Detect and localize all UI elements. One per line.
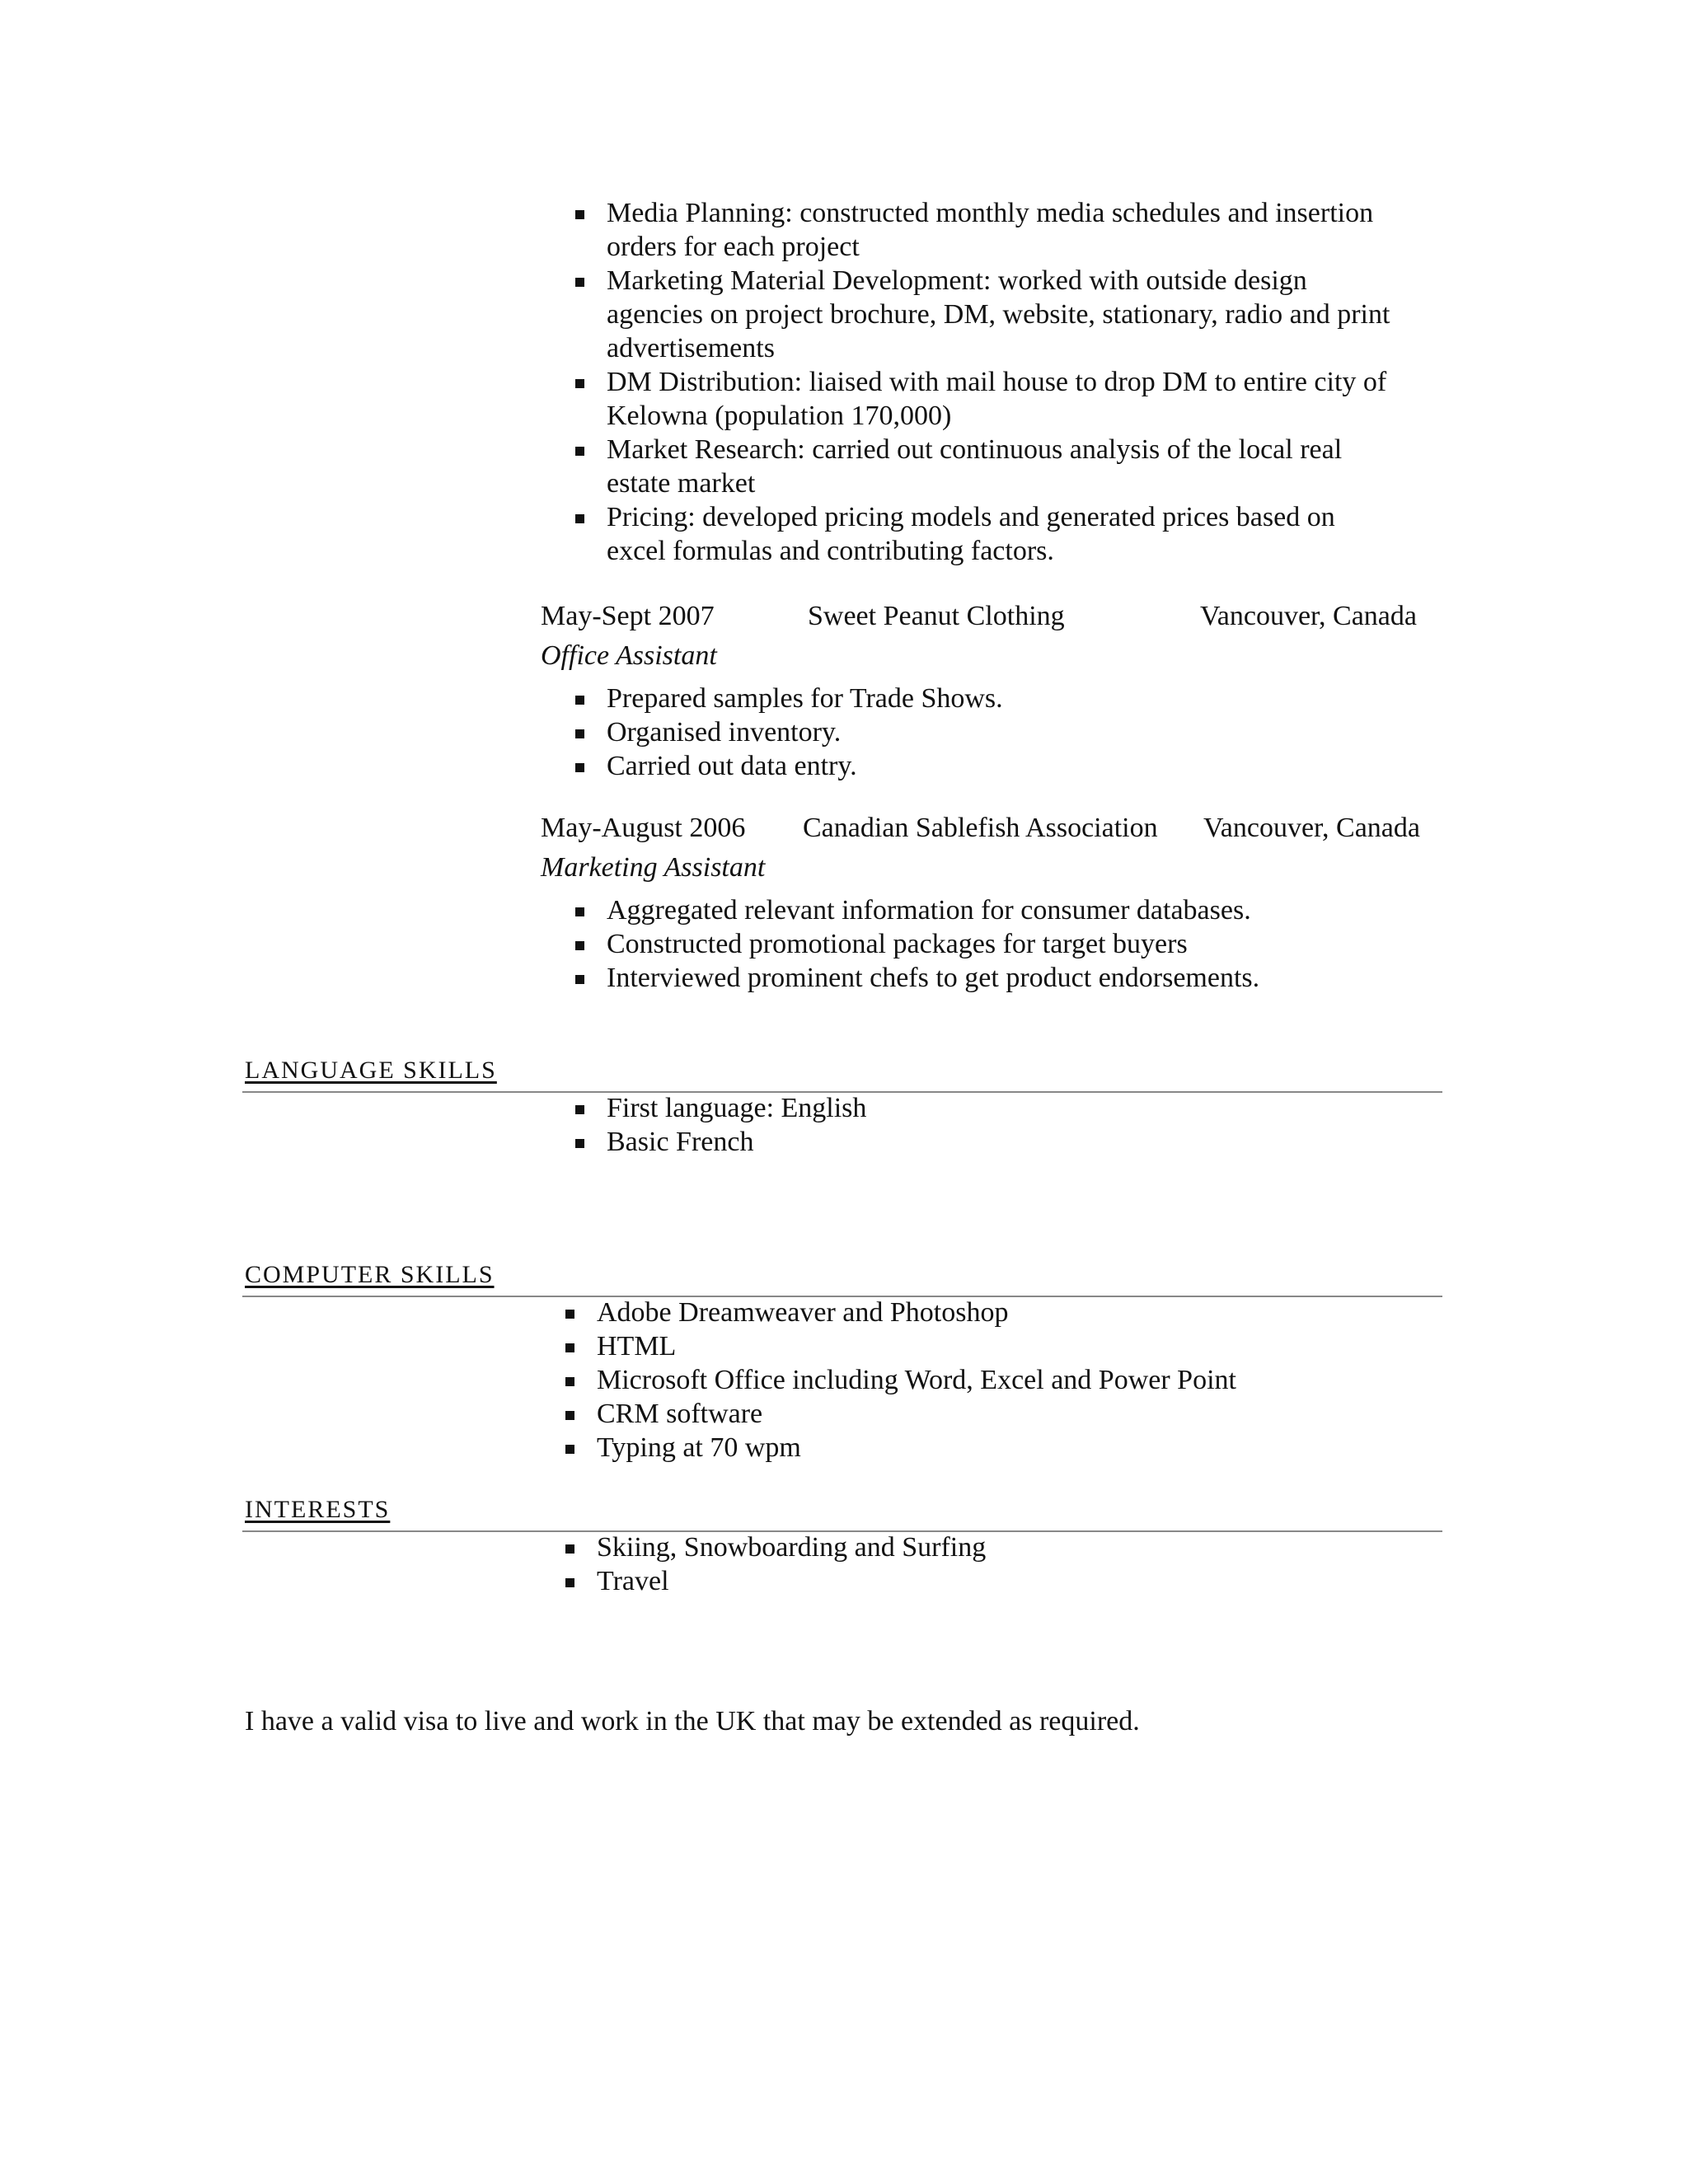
- bullet-square-icon: [575, 729, 584, 738]
- list-item: [541, 1125, 1398, 1159]
- list-item: [541, 893, 1398, 927]
- list-item: [541, 433, 1398, 500]
- list-item: [541, 1397, 1388, 1431]
- list-item: [541, 1564, 1388, 1598]
- job-company: Canadian Sablefish Association: [803, 813, 1158, 843]
- list-item: [541, 500, 1398, 568]
- job-dates: May-August 2006: [541, 813, 746, 843]
- language-skills-list: [541, 1091, 1431, 1159]
- bullet-square-icon: [575, 514, 584, 523]
- interests-section: [541, 1530, 1431, 1598]
- job-entry: [541, 596, 1431, 783]
- list-item: [541, 749, 1398, 783]
- bullet-text: CRM software: [597, 1399, 763, 1429]
- bullet-square-icon: [575, 278, 584, 287]
- job-header: [541, 596, 1431, 637]
- bullet-text: Aggregated relevant information for consumer databases.: [607, 895, 1251, 926]
- job-title: Office Assistant: [541, 640, 717, 671]
- bullet-text: Organised inventory.: [607, 717, 842, 748]
- bullet-square-icon: [575, 907, 584, 916]
- list-item: [541, 1530, 1388, 1564]
- bullet-text: Prepared samples for Trade Shows.: [607, 683, 1003, 714]
- bullet-text: Constructed promotional packages for target buyers: [607, 929, 1188, 959]
- bullet-square-icon: [575, 379, 584, 388]
- visa-statement: I have a valid visa to live and work in the UK that may be extended as required.: [245, 1706, 1140, 1736]
- bullet-text: Market Research: carried out continuous analysis of the local real estate market: [607, 434, 1343, 499]
- bullet-square-icon: [575, 210, 584, 219]
- section-heading-interests: INTERESTS: [245, 1496, 391, 1523]
- bullet-square-icon: [565, 1377, 574, 1386]
- interests-list: [541, 1530, 1431, 1598]
- bullet-text: First language: English: [607, 1093, 867, 1123]
- bullet-text: Microsoft Office including Word, Excel and Power Point: [597, 1365, 1236, 1395]
- job-dates: May-Sept 2007: [541, 601, 715, 631]
- job-entry: [541, 808, 1431, 995]
- bullet-text: Interviewed prominent chefs to get product endorsements.: [607, 963, 1260, 993]
- language-skills-section: [541, 1091, 1431, 1159]
- bullet-square-icon: [575, 763, 584, 772]
- bullet-square-icon: [565, 1445, 574, 1454]
- list-item: [541, 264, 1398, 365]
- list-item: [541, 1431, 1388, 1465]
- bullet-text: Carried out data entry.: [607, 751, 857, 781]
- section-heading-language-skills: LANGUAGE SKILLS: [245, 1057, 497, 1084]
- bullet-text: Marketing Material Development: worked with outside design agencies on project brochure, DM, website, stationary, radio and print advertisements: [607, 265, 1390, 363]
- bullet-square-icon: [575, 447, 584, 456]
- list-item: [541, 715, 1398, 749]
- job-company: Sweet Peanut Clothing: [808, 601, 1065, 631]
- list-item: [541, 961, 1398, 995]
- bullet-text: Pricing: developed pricing models and generated prices based on excel formulas and contributing factors.: [607, 502, 1335, 566]
- computer-skills-section: [541, 1296, 1431, 1465]
- job-header: [541, 808, 1431, 849]
- list-item: [541, 682, 1398, 715]
- job-title: Marketing Assistant: [541, 852, 766, 883]
- bullet-square-icon: [575, 941, 584, 950]
- list-item: [541, 365, 1398, 433]
- bullet-text: Basic French: [607, 1127, 754, 1157]
- bullet-text: Skiing, Snowboarding and Surfing: [597, 1532, 987, 1563]
- list-item: [541, 927, 1398, 961]
- job-location: Vancouver, Canada: [1203, 813, 1420, 843]
- job-bullet-list: [541, 893, 1431, 995]
- list-item: [541, 196, 1398, 264]
- list-item: [541, 1296, 1388, 1329]
- bullet-text: HTML: [597, 1331, 677, 1361]
- computer-skills-list: [541, 1296, 1431, 1465]
- bullet-square-icon: [565, 1544, 574, 1554]
- job-bullet-list: [541, 682, 1431, 783]
- job-location: Vancouver, Canada: [1200, 601, 1417, 631]
- bullet-text: Adobe Dreamweaver and Photoshop: [597, 1297, 1009, 1328]
- bullet-square-icon: [565, 1343, 574, 1352]
- section-heading-computer-skills: COMPUTER SKILLS: [245, 1261, 495, 1288]
- bullet-square-icon: [565, 1310, 574, 1319]
- bullet-square-icon: [575, 696, 584, 705]
- bullet-square-icon: [575, 1139, 584, 1148]
- bullet-square-icon: [575, 975, 584, 984]
- bullet-text: Typing at 70 wpm: [597, 1432, 801, 1463]
- bullet-square-icon: [575, 1105, 584, 1114]
- list-item: [541, 1091, 1398, 1125]
- list-item: [541, 1363, 1388, 1397]
- bullet-text: Media Planning: constructed monthly media schedules and insertion orders for each project: [607, 198, 1374, 262]
- bullet-square-icon: [565, 1411, 574, 1420]
- experience-bullet-list: [541, 196, 1431, 568]
- experience-continued: [541, 196, 1431, 568]
- list-item: [541, 1329, 1388, 1363]
- bullet-text: Travel: [597, 1566, 669, 1596]
- bullet-text: DM Distribution: liaised with mail house to drop DM to entire city of Kelowna (population 170,000): [607, 367, 1387, 431]
- bullet-square-icon: [565, 1578, 574, 1587]
